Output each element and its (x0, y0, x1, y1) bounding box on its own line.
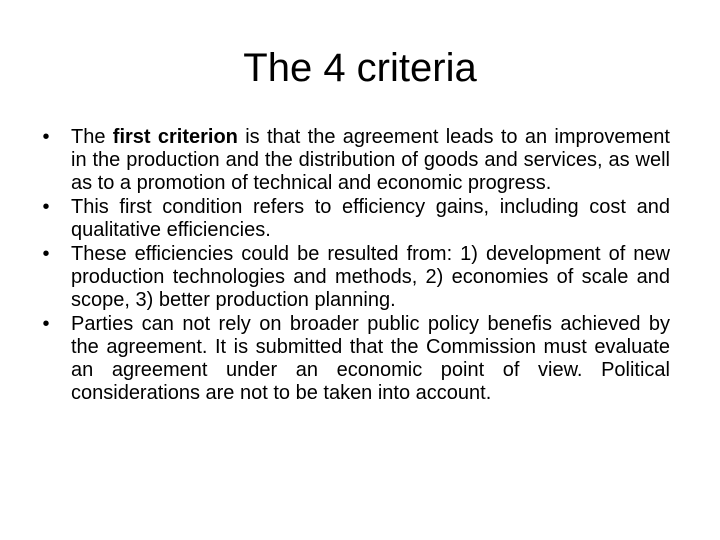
bullet-text-bold: first criterion (112, 126, 238, 148)
bullet-text: is that the agreement leads to an improvement in the production and the distribution of goods and services, as well as to a promotion of technical and economic progress. (71, 126, 670, 194)
bullet-item-efficiency-gains (36, 196, 670, 242)
bullet-dot-icon: • (42, 243, 50, 265)
bullet-dot-icon: • (42, 196, 50, 218)
bullet-dot-icon: • (42, 126, 50, 148)
bullet-item-public-policy (36, 313, 670, 405)
bullet-text: These efficiencies could be resulted from: 1) development of new production technologies and methods, 2) economies of scale and scope, 3) better production planning. (71, 243, 670, 311)
bullet-dot-icon: • (42, 313, 50, 335)
bullet-item-first-criterion (36, 126, 670, 195)
bullet-text: Parties can not rely on broader public policy benefis achieved by the agreement. It is submitted that the Commission must evaluate an agreement under an economic point of view. Political considerations are not to be taken into account. (71, 313, 670, 404)
bullet-text-prefix: The (71, 126, 113, 148)
bullet-text: This first condition refers to efficiency gains, including cost and qualitative efficiencies. (71, 196, 670, 241)
bullet-item-efficiency-sources (36, 243, 670, 312)
slide-title: The 4 criteria (243, 46, 477, 90)
bullet-list (36, 126, 670, 406)
